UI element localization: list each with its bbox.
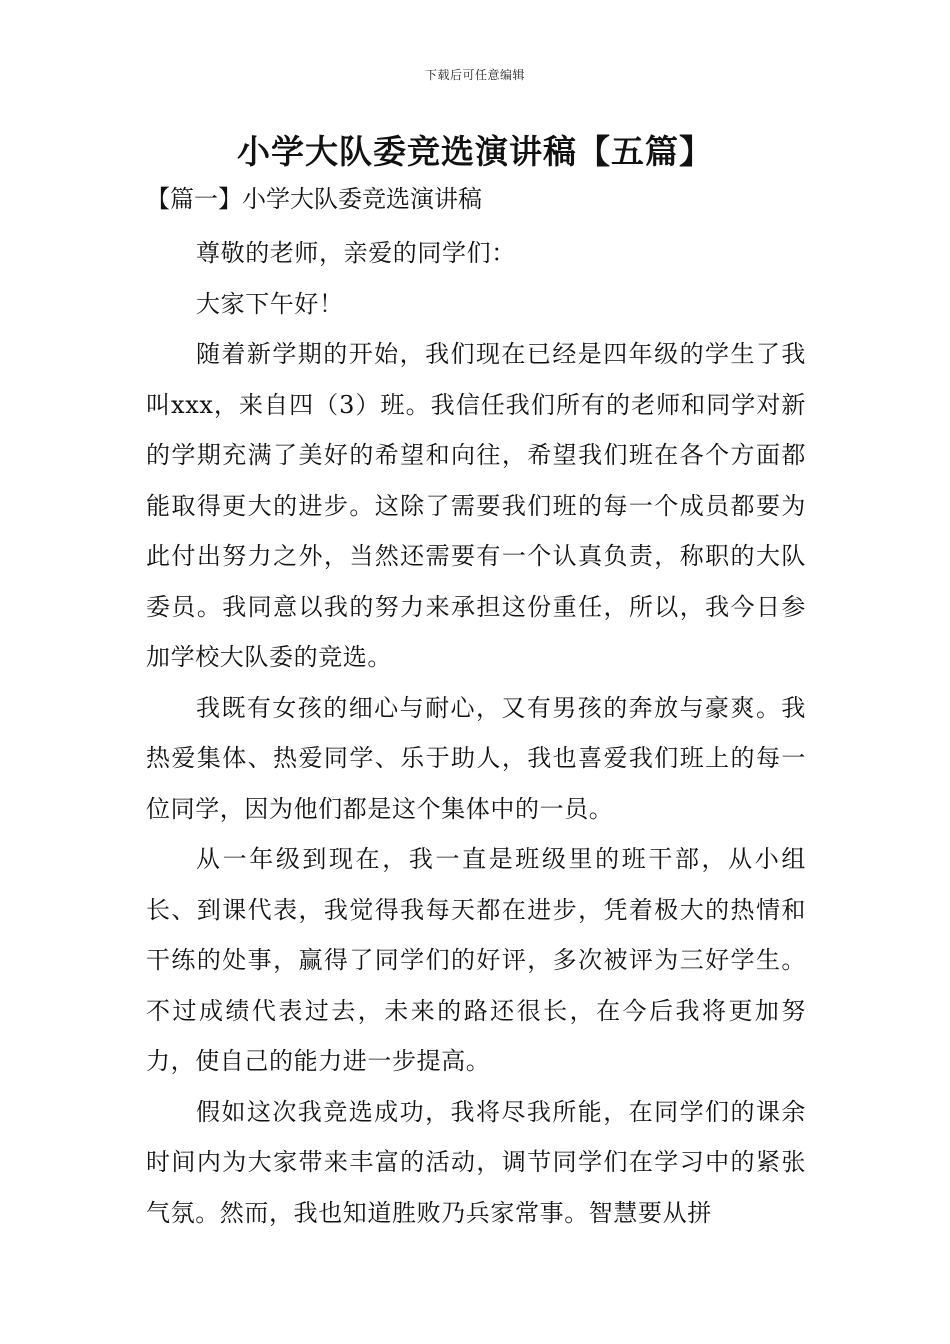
- paragraph-introduction: 随着新学期的开始，我们现在已经是四年级的学生了我叫xxx，来自四（3）班。我信任我们所有的老师和同学对新的学期充满了美好的希望和向往，希望我们班在各个方面都能取得更大的进步。这除了需要我们班的每一个成员都要为此付出努力之外，当然还需要有一个认真负责，称职的大队委员。我同意以我的努力来承担这份重任，所以，我今日参加学校大队委的竞选。: [146, 340, 806, 671]
- paragraph-personality: 我既有女孩的细心与耐心，又有男孩的奔放与豪爽。我热爱集体、热爱同学、乐于助人，我也喜爱我们班上的每一位同学，因为他们都是这个集体中的一员。: [146, 693, 806, 823]
- paragraph-greeting: 尊敬的老师，亲爱的同学们：: [196, 239, 516, 267]
- body-text: [146, 228, 806, 1238]
- paragraph-plans: 假如这次我竞选成功，我将尽我所能，在同学们的课余时间内为大家带来丰富的活动，调节同学们在学习中的紧张气氛。然而，我也知道胜败乃兵家常事。智慧要从拼: [146, 1097, 806, 1227]
- paragraph-salutation: 大家下午好！: [196, 289, 344, 318]
- paragraph-experience: 从一年级到现在，我一直是班级里的班干部，从小组长、到课代表，我觉得我每天都在进步，凭着极大的热情和干练的处事，赢得了同学们的好评，多次被评为三好学生。不过成绩代表过去，未来的路还很长，在今后我将更加努力，使自己的能力进一步提高。: [146, 845, 806, 1075]
- header-note: 下载后可任意编辑: [424, 68, 525, 82]
- document-title: 小学大队委竞选演讲稿【五篇】: [237, 132, 713, 171]
- section-heading: 【篇一】小学大队委竞选演讲稿: [146, 185, 482, 213]
